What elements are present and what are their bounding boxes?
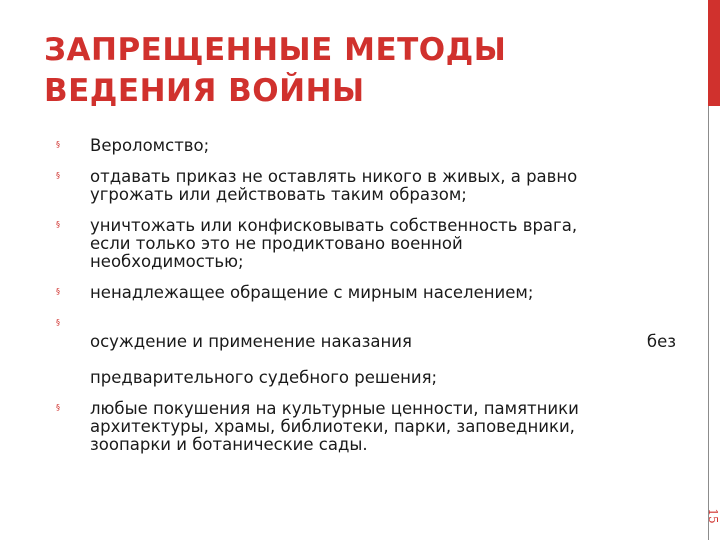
bullet-list [56,137,676,454]
page-number: 15 [706,508,720,524]
bullet-text: уничтожать или конфисковывать собственность врага, если только это не продиктовано военной необходимостью; [90,216,578,271]
bullet-item-3 [56,217,676,271]
vertical-rule [708,106,709,540]
bullet-item-5 [56,315,676,387]
bullet-marker-icon: § [56,140,60,149]
bullet-item-2 [56,168,676,204]
bullet-marker-icon: § [56,403,60,412]
bullet-text-right: без [646,332,676,351]
bullet-marker-icon: § [56,287,60,296]
bullet-item-1 [56,137,676,155]
bullet-text [90,315,676,387]
title-line-2: ВЕДЕНИЯ ВОЙНЫ [44,73,365,109]
bullet-item-6 [56,400,676,454]
bullet-marker-icon: § [56,318,60,327]
bullet-marker-icon: § [56,220,60,229]
bullet-text: отдавать приказ не оставлять никого в живых, а равно угрожать или действовать таким образом; [90,167,578,204]
bullet-item-4 [56,284,676,302]
accent-bar [708,0,720,106]
bullet-text-rest: предварительного судебного решения; [90,368,438,387]
slide-title [44,30,644,112]
bullet-text: Вероломство; [90,136,210,155]
title-line-1: ЗАПРЕЩЕННЫЕ МЕТОДЫ [44,32,507,68]
bullet-text-left: осуждение и применение наказания [90,332,412,351]
bullet-justified-line [90,333,676,351]
bullet-marker-icon: § [56,171,60,180]
bullet-text: ненадлежащее обращение с мирным населением; [90,283,534,302]
bullet-text: любые покушения на культурные ценности, памятники архитектуры, храмы, библиотеки, парки, заповедники, зоопарки и ботанические сады. [90,399,579,454]
